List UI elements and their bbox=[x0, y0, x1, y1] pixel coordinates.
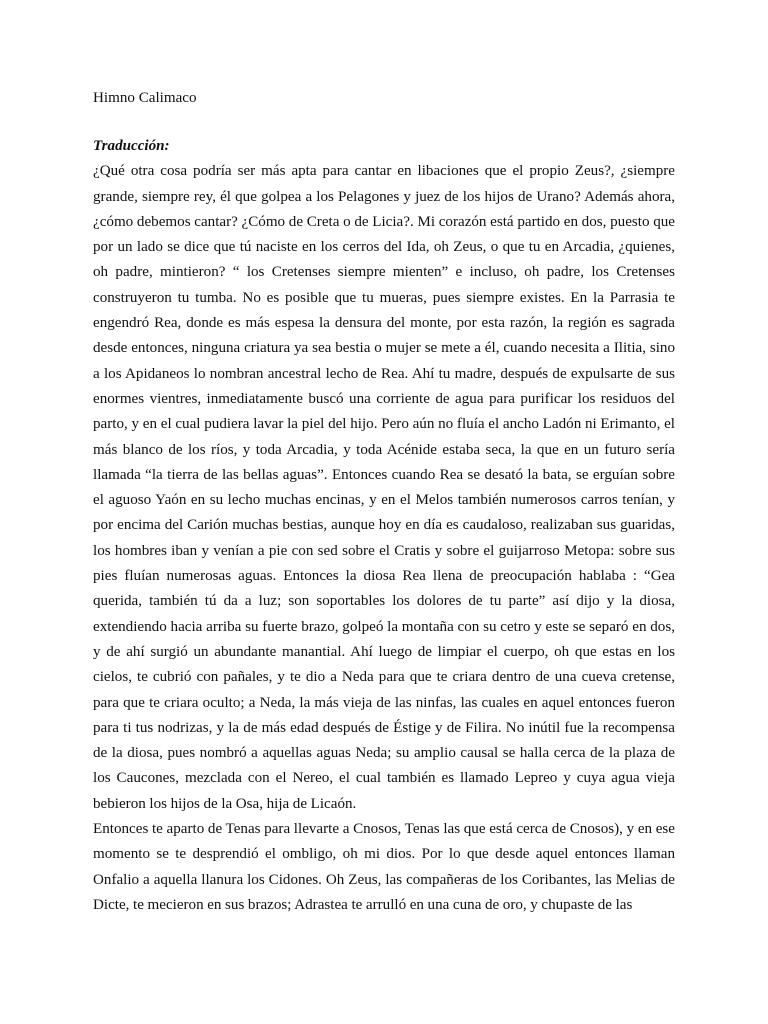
paragraph: ¿Qué otra cosa podría ser más apta para cantar en libaciones que el propio Zeus?, ¿siempre grande, siempre rey, él que golpea a los Pelagones y juez de los hijos de Urano? Además ahora, ¿cómo debemos cantar? ¿Cómo de Creta o de Licia?. Mi corazón está partido en dos, puesto que por un lado se dice que tú naciste en los cerros del Ida, oh Zeus, o que tu en Arcadia, ¿quienes, oh padre, mintieron? “ los Cretenses siempre mienten” e incluso, oh padre, los Cretenses construyeron tu tumba. No es posible que tu mueras, pues siempre existes. En la Parrasia te engendró Rea, donde es más espesa la densura del monte, por esta razón, la región es sagrada desde entonces, ninguna criatura ya sea bestia o mujer se mete a él, cuando necesita a Ilitia, sino a los Apidaneos lo nombran ancestral lecho de Rea. Ahí tu madre, después de expulsarte de sus enormes vientres, inmediatamente buscó una corriente de agua para purificar los residuos del parto, y en el cual pudiera lavar la piel del hijo. Pero aún no fluía el ancho Ladón ni Erimanto, el más blanco de los ríos, y toda Arcadia, y toda Acénide estaba seca, la que en un futuro sería llamada “la tierra de las bellas aguas”. Entonces cuando Rea se desató la bata, se erguían sobre el aguoso Yaón en su lecho muchas encinas, y en el Melos también numerosos carros tenían, y por encima del Carión muchas bestias, aunque hoy en día es caudaloso, realizaban sus guaridas, los hombres iban y venían a pie con sed sobre el Cratis y sobre el guijarroso Metopa: sobre sus pies fluían numerosas aguas. Entonces la diosa Rea llena de preocupación hablaba : “Gea querida, también tú da a luz; son soportables los dolores de tu parte” así dijo y la diosa, extendiendo hacia arriba su fuerte brazo, golpeó la montaña con su cetro y este se separó en dos, y de ahí surgió un abundante manantial. Ahí luego de limpiar el cuerpo, oh que estas en los cielos, te cubrió con pañales, y te dio a Neda para que te criara dentro de una cueva cretense, para que te criara oculto; a Neda, la más vieja de las ninfas, las cuales en aquel entonces fueron para ti tus nodrizas, y la de más edad después de Éstige y de Filira. No inútil fue la recompensa de la diosa, pues nombró a aquellas aguas Neda; su amplio causal se halla cerca de la plaza de los Caucones, mezclada con el Nereo, el cual también es llamado Lepreo y cuya agua vieja bebieron los hijos de la Osa, hija de Licaón. bbox=[93, 163, 675, 812]
document-title: Himno Calimaco bbox=[93, 90, 197, 106]
paragraph: Entonces te aparto de Tenas para llevarte a Cnosos, Tenas las que está cerca de Cnosos), y en ese momento se te desprendió el ombligo, oh mi dios. Por lo que desde aquel entonces llaman Onfalio a aquella llanura los Cidones. Oh Zeus, las compañeras de los Coribantes, las Melias de Dicte, te mecieron en sus brazos; Adrastea te arrulló en una cuna de oro, y chupaste de las bbox=[93, 821, 675, 913]
document-body bbox=[93, 134, 675, 918]
section-heading: Traducción: bbox=[93, 138, 170, 154]
